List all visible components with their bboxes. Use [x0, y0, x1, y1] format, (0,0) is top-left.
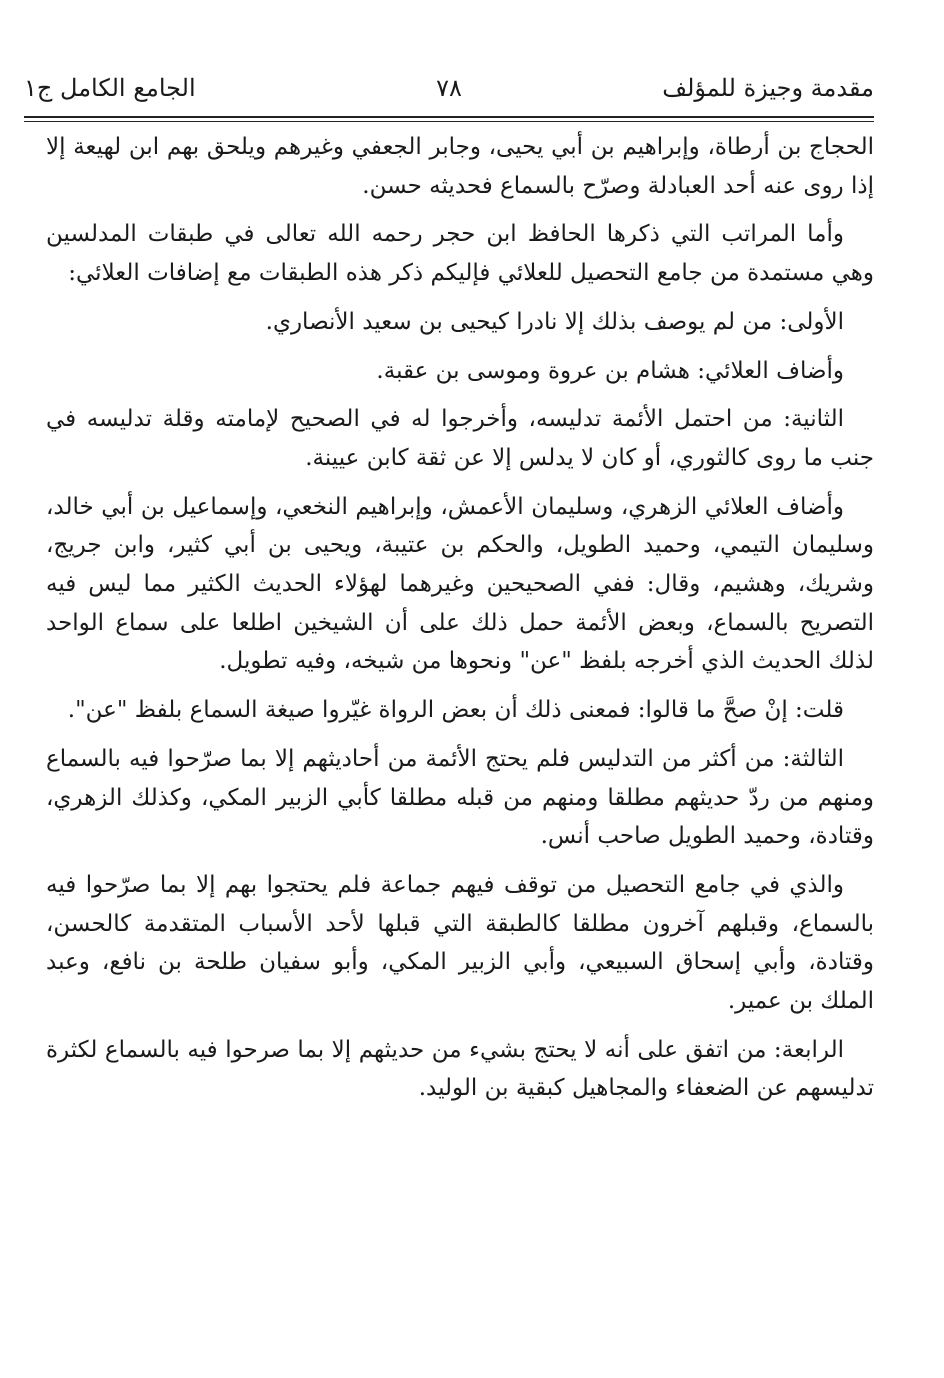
- section-title: مقدمة وجيزة للمؤلف: [662, 74, 874, 102]
- header-rule-thick: [24, 116, 874, 118]
- paragraph: الرابعة: من اتفق على أنه لا يحتج بشيء من حديثهم إلا بما صرحوا فيه بالسماع لكثرة تدليسهم عن الضعفاء والمجاهيل كبقية بن الوليد.: [46, 1036, 874, 1102]
- header-rule-thin: [24, 121, 874, 122]
- body-text: [46, 128, 874, 1108]
- paragraph: وأما المراتب التي ذكرها الحافظ ابن حجر رحمه الله تعالى في طبقات المدلسين وهي مستمدة من جامع التحصيل للعلائي فإليكم ذكر هذه الطبقات مع إضافات العلائي:: [46, 221, 874, 287]
- book-title: الجامع الكامل ج١: [24, 74, 196, 102]
- paragraph: وأضاف العلائي الزهري، وسليمان الأعمش، وإبراهيم النخعي، وإسماعيل بن أبي خالد، وسليمان التيمي، وحميد الطويل، والحكم بن عتيبة، ويحيى بن أبي كثير، وابن جريج، وشريك، وهشيم، وقال: ففي الصحيحين وغيرهما لهؤلاء الحديث الكثير مما ليس فيه التصريح بالسماع، وبعض الأئمة حمل ذلك على أن الشيخين اطلعا على سماع الواحد لذلك الحديث الذي أخرجه بلفظ "عن" ونحوها من شيخه، وفيه تطويل.: [46, 493, 874, 675]
- paragraph: والذي في جامع التحصيل من توقف فيهم جماعة فلم يحتجوا بهم إلا بما صرّحوا فيه بالسماع، وقبلهم آخرون مطلقا كالطبقة التي قبلها لأحد الأسباب المتقدمة كالحسن، وقتادة، وأبي إسحاق السبيعي، وأبي الزبير المكي، وأبو سفيان طلحة بن نافع، وعبد الملك بن عمير.: [46, 871, 874, 1015]
- paragraph: الأولى: من لم يوصف بذلك إلا نادرا كيحيى بن سعيد الأنصاري.: [265, 308, 844, 335]
- paragraph: وأضاف العلائي: هشام بن عروة وموسى بن عقبة.: [376, 357, 844, 384]
- paragraph: الثانية: من احتمل الأئمة تدليسه، وأخرجوا له في الصحيح لإمامته وقلة تدليسه في جنب ما روى كالثوري، أو كان لا يدلس إلا عن ثقة كابن عيينة.: [46, 406, 874, 471]
- paragraph: الثالثة: من أكثر من التدليس فلم يحتج الأئمة من أحاديثهم إلا بما صرّحوا فيه بالسماع ومنهم من ردّ حديثهم مطلقا ومنهم من قبله مطلقا كأبي الزبير المكي، وكذلك الزهري، وقتادة، وحميد الطويل صاحب أنس.: [46, 745, 874, 850]
- paragraph: قلت: إنْ صحَّ ما قالوا: فمعنى ذلك أن بعض الرواة غيّروا صيغة السماع بلفظ "عن".: [67, 697, 844, 724]
- page-number: ٧٨: [436, 74, 462, 102]
- running-header: [24, 70, 874, 110]
- paragraph: الحجاج بن أرطاة، وإبراهيم بن أبي يحيى، وجابر الجعفي وغيرهم ويلحق بهم ابن لهيعة إلا إذا روى عنه أحد العبادلة وصرّح بالسماع فحديثه حسن.: [46, 134, 874, 199]
